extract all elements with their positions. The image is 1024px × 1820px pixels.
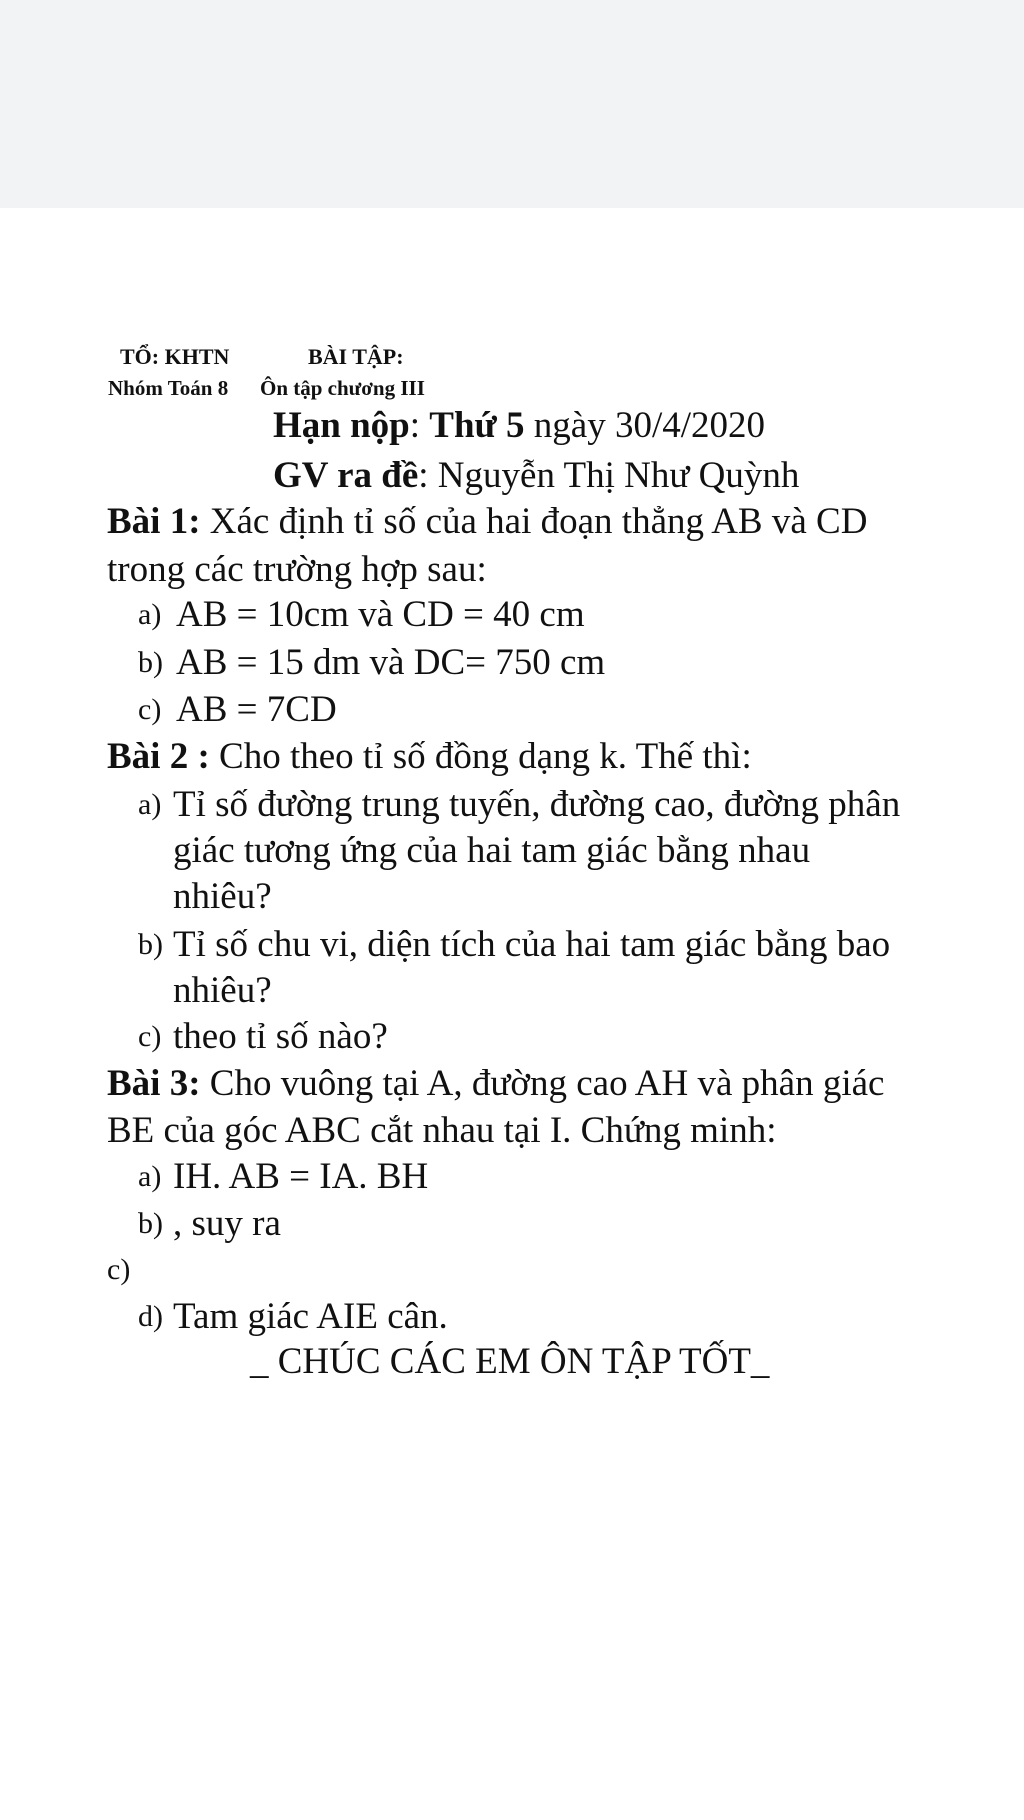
bai3-d-label: d) [138, 1300, 163, 1333]
bai1-b-text: AB = 15 dm và DC= 750 cm [176, 642, 606, 683]
bai1-line1 [107, 500, 867, 543]
bai3-a-label: a) [138, 1160, 162, 1193]
teacher-label: GV ra đề [273, 455, 419, 496]
deadline-date: ngày 30/4/2020 [533, 405, 765, 446]
bai1-a-text: AB = 10cm và CD = 40 cm [176, 594, 585, 635]
bai3-c-label: c) [107, 1253, 131, 1286]
bai2-a-label: a) [138, 788, 162, 821]
header-bai-tap: BÀI TẬP: [308, 344, 404, 369]
teacher-line [273, 454, 799, 497]
bai2-b-label: b) [138, 928, 163, 961]
bai3-a-text: IH. AB = IA. BH [173, 1156, 429, 1197]
bai2-title: Bài 2 : [107, 736, 210, 777]
bai3-text: Cho vuông tại A, đường cao AH và phân giác [209, 1063, 885, 1104]
bai1-text: Xác định tỉ số của hai đoạn thẳng AB và CD [209, 501, 868, 542]
bai2-b-line2: nhiêu? [173, 970, 272, 1011]
bai1-line2: trong các trường hợp sau: [107, 549, 487, 590]
bai2-a-line1: Tỉ số đường trung tuyến, đường cao, đường phân [173, 784, 901, 825]
bai2-text: Cho theo tỉ số đồng dạng k. Thế thì: [219, 736, 752, 777]
bai3-b-text: , suy ra [173, 1203, 281, 1244]
bai1-c-text: AB = 7CD [176, 689, 337, 730]
header-to: TỔ: KHTN [120, 344, 230, 369]
bai2-a-line3: nhiêu? [173, 876, 272, 917]
deadline-sep: : [409, 405, 421, 446]
deadline-day: Thứ 5 [429, 405, 525, 446]
deadline-label: Hạn nộp [273, 405, 410, 446]
bai1-title: Bài 1: [107, 501, 201, 542]
bai2-a-line2: giác tương ứng của hai tam giác bằng nhau [173, 830, 811, 871]
bai2-b-line1: Tỉ số chu vi, diện tích của hai tam giác bằng bao [173, 924, 891, 965]
bai3-d-text: Tam giác AIE cân. [173, 1296, 448, 1337]
bai3-b-label: b) [138, 1207, 163, 1240]
header-nhom: Nhóm Toán 8 [108, 376, 229, 400]
bai2-c-label: c) [138, 1020, 162, 1053]
bai2-c-text: theo tỉ số nào? [173, 1016, 388, 1057]
bai1-c-label: c) [138, 693, 162, 726]
bai1-b-label: b) [138, 646, 163, 679]
deadline-line [273, 404, 765, 447]
closing-message: _ CHÚC CÁC EM ÔN TẬP TỐT_ [250, 1341, 770, 1382]
bai3-line2: BE của góc ABC cắt nhau tại I. Chứng minh: [107, 1110, 777, 1151]
bai3-title: Bài 3: [107, 1063, 201, 1104]
bai1-a-label: a) [138, 598, 162, 631]
header-on-tap: Ôn tập chương III [260, 376, 425, 400]
bai2-line1 [107, 735, 752, 778]
bai3-line1 [107, 1062, 884, 1105]
teacher-name: : Nguyễn Thị Như Quỳnh [418, 455, 800, 496]
